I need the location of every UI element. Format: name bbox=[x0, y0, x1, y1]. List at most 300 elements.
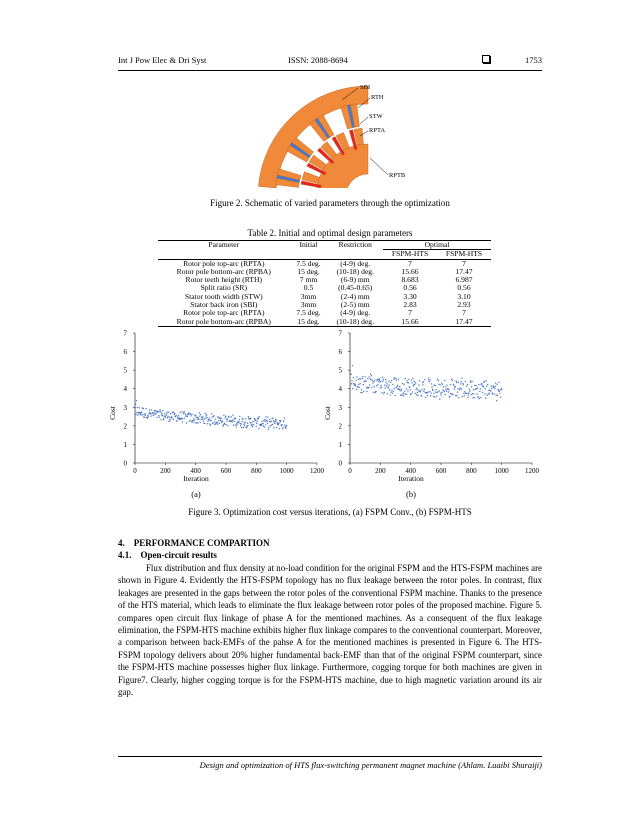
data-point bbox=[435, 385, 436, 386]
data-point bbox=[248, 416, 249, 417]
data-point bbox=[184, 411, 185, 412]
data-point bbox=[235, 424, 236, 425]
data-point bbox=[486, 386, 487, 387]
data-point bbox=[352, 388, 353, 389]
data-point bbox=[444, 380, 445, 381]
data-point bbox=[154, 410, 155, 411]
data-point bbox=[150, 413, 151, 414]
data-point bbox=[380, 381, 381, 382]
data-point bbox=[448, 389, 449, 390]
data-point bbox=[392, 392, 393, 393]
data-point bbox=[241, 427, 242, 428]
table-cell: 8.683 bbox=[401, 275, 419, 285]
data-point bbox=[358, 384, 359, 385]
data-point bbox=[430, 379, 431, 380]
y-tick-label: 1 bbox=[338, 440, 342, 449]
data-point bbox=[202, 416, 203, 417]
data-point bbox=[421, 389, 422, 390]
table-cell: Stator back iron (SBI) bbox=[190, 300, 258, 310]
data-point bbox=[405, 378, 406, 379]
data-point bbox=[389, 394, 390, 395]
data-point bbox=[265, 416, 266, 417]
data-point bbox=[141, 412, 142, 413]
data-point bbox=[222, 425, 223, 426]
data-point bbox=[439, 399, 440, 400]
data-point bbox=[467, 384, 468, 385]
data-point bbox=[455, 386, 456, 387]
data-point bbox=[453, 385, 454, 386]
y-tick-label: 0 bbox=[338, 459, 342, 468]
data-point bbox=[349, 385, 350, 386]
data-point bbox=[355, 385, 356, 386]
y-tick-label: 2 bbox=[338, 422, 342, 431]
data-point bbox=[415, 382, 416, 383]
data-point bbox=[375, 391, 376, 392]
data-point bbox=[196, 423, 197, 424]
data-point bbox=[284, 424, 285, 425]
data-point bbox=[135, 414, 136, 415]
data-point bbox=[203, 420, 204, 421]
data-point bbox=[250, 423, 251, 424]
data-point bbox=[387, 393, 388, 394]
data-point bbox=[400, 394, 401, 395]
data-point bbox=[391, 390, 392, 391]
data-point bbox=[265, 421, 266, 422]
data-point bbox=[280, 420, 281, 421]
data-point bbox=[199, 415, 200, 416]
data-point bbox=[169, 420, 170, 421]
data-point bbox=[193, 418, 194, 419]
data-point bbox=[178, 415, 179, 416]
data-point bbox=[479, 391, 480, 392]
data-point bbox=[489, 392, 490, 393]
data-point bbox=[384, 384, 385, 385]
data-point bbox=[200, 414, 201, 415]
data-point bbox=[150, 415, 151, 416]
data-point bbox=[425, 397, 426, 398]
data-point bbox=[491, 385, 492, 386]
data-point bbox=[280, 421, 281, 422]
data-point bbox=[454, 388, 455, 389]
data-point bbox=[389, 384, 390, 385]
rotor-pole bbox=[321, 142, 337, 159]
data-point bbox=[415, 393, 416, 394]
table2-title: Table 2. Initial and optimal design parameters bbox=[247, 228, 413, 238]
data-point bbox=[473, 389, 474, 390]
data-point bbox=[163, 418, 164, 419]
data-point bbox=[458, 382, 459, 383]
data-point bbox=[361, 392, 362, 393]
data-point bbox=[160, 419, 161, 420]
data-point bbox=[160, 411, 161, 412]
data-point bbox=[371, 387, 372, 388]
data-point bbox=[464, 395, 465, 396]
data-point bbox=[362, 376, 363, 377]
data-point bbox=[279, 428, 280, 429]
data-point bbox=[385, 381, 386, 382]
data-point bbox=[173, 419, 174, 420]
data-point bbox=[174, 413, 175, 414]
data-point bbox=[165, 417, 166, 418]
data-point bbox=[183, 413, 184, 414]
data-point bbox=[198, 417, 199, 418]
data-point bbox=[369, 376, 370, 377]
x-tick-label: 1000 bbox=[279, 467, 294, 475]
data-point bbox=[245, 421, 246, 422]
data-point bbox=[192, 421, 193, 422]
data-point bbox=[466, 385, 467, 386]
data-point bbox=[499, 393, 500, 394]
table-cell: 0.56 bbox=[457, 283, 471, 293]
body-paragraph: Flux distribution and flux density at no-load condition for the original FSPM and the HTS-FSPM machines are shown in Figure 4. Evidently the HTS-FSPM topology has no flux leakage between the rotor poles. In contrast, flux leakages are presented in the gaps between the rotor poles of the conventional FSPM machine. Thanks to the presence of the HTS material, which leads to eliminate the flux leakage between rotor poles of the proposed machine. Figure 5. compares open circuit flux linkage of phase A for the mentioned machines. As a consequent of the flux leakage elimination, the FSPM-HTS machine exhibits higher flux linkage compares to the conventional counterpart. Moreover, a comparison between back-EMFs of the pahse A for the mentioned machines is presented in Figure 6. The HTS-FSPM topology delivers about 20% higher fundamental back-EMF than that of the original FSPM counterpart, since the FSPM-HTS machine possesses higher flux linkage. Furthermore, cogging torque for both machines are given in Figure7. Clearly, higher cogging torque is for the FSPM-HTS machine, due to high magnetic variation around its air gap. bbox=[118, 563, 542, 698]
data-point bbox=[239, 416, 240, 417]
table-cell: Rotor pole bottom-arc (RPBA) bbox=[158, 318, 290, 327]
data-point bbox=[270, 421, 271, 422]
y-tick-label: 4 bbox=[123, 385, 127, 394]
data-point bbox=[485, 397, 486, 398]
data-point bbox=[161, 413, 162, 414]
data-point bbox=[374, 386, 375, 387]
data-point bbox=[398, 387, 399, 388]
data-point bbox=[282, 426, 283, 427]
data-point bbox=[438, 380, 439, 381]
y-tick-label: 5 bbox=[123, 366, 127, 375]
data-point bbox=[215, 423, 216, 424]
data-point bbox=[276, 427, 277, 428]
data-point bbox=[158, 415, 159, 416]
footer-rule bbox=[118, 756, 542, 757]
data-point bbox=[168, 412, 169, 413]
page-number: 1753 bbox=[525, 55, 542, 65]
data-point bbox=[478, 396, 479, 397]
data-point bbox=[195, 416, 196, 417]
data-point bbox=[218, 420, 219, 421]
table-cell: (2-5) mm bbox=[340, 300, 370, 310]
data-point bbox=[135, 404, 136, 405]
data-point bbox=[461, 378, 462, 379]
table-cell: 7 bbox=[408, 308, 412, 318]
data-point bbox=[169, 419, 170, 420]
data-point bbox=[435, 391, 436, 392]
data-point bbox=[424, 389, 425, 390]
data-point bbox=[230, 416, 231, 417]
data-point bbox=[490, 390, 491, 391]
table-cell: Rotor teeth height (RTH) bbox=[185, 275, 263, 285]
table-cell: Rotor pole top-arc (RPTA) bbox=[183, 308, 265, 318]
y-tick-label: 1 bbox=[123, 440, 127, 449]
data-point bbox=[147, 415, 148, 416]
x-tick-label: 200 bbox=[160, 467, 171, 475]
data-point bbox=[431, 386, 432, 387]
data-point bbox=[393, 379, 394, 380]
data-point bbox=[390, 391, 391, 392]
data-point bbox=[191, 414, 192, 415]
data-point bbox=[182, 421, 183, 422]
data-point bbox=[149, 409, 150, 410]
data-point bbox=[494, 393, 495, 394]
data-point bbox=[427, 391, 428, 392]
data-point bbox=[281, 424, 282, 425]
data-point bbox=[370, 379, 371, 380]
data-point bbox=[252, 426, 253, 427]
data-point bbox=[278, 424, 279, 425]
data-point bbox=[273, 420, 274, 421]
data-point bbox=[247, 423, 248, 424]
data-point bbox=[182, 418, 183, 419]
data-point bbox=[246, 426, 247, 427]
data-point bbox=[179, 419, 180, 420]
data-point bbox=[162, 410, 163, 411]
data-point bbox=[430, 392, 431, 393]
data-point bbox=[247, 425, 248, 426]
data-point bbox=[173, 412, 174, 413]
data-point bbox=[355, 380, 356, 381]
data-point bbox=[440, 384, 441, 385]
data-point bbox=[255, 420, 256, 421]
data-point bbox=[351, 380, 352, 381]
data-point bbox=[463, 384, 464, 385]
y-tick-label: 2 bbox=[123, 422, 127, 431]
data-point bbox=[371, 375, 372, 376]
col-fspm-hts-1: FSPM-HTS bbox=[391, 249, 429, 259]
data-point bbox=[143, 408, 144, 409]
data-point bbox=[388, 380, 389, 381]
data-point bbox=[225, 424, 226, 425]
data-point bbox=[199, 412, 200, 413]
data-point bbox=[386, 385, 387, 386]
data-point bbox=[455, 381, 456, 382]
data-point bbox=[222, 420, 223, 421]
data-point bbox=[379, 387, 380, 388]
data-point bbox=[397, 389, 398, 390]
journal-name: Int J Pow Elec & Dri Syst bbox=[118, 55, 207, 65]
data-point bbox=[356, 376, 357, 377]
table-cell: 0.56 bbox=[403, 283, 417, 293]
data-point bbox=[496, 394, 497, 395]
data-point bbox=[162, 415, 163, 416]
subsection-heading: 4.1. Open-circuit results bbox=[118, 550, 217, 560]
data-point bbox=[234, 421, 235, 422]
data-point bbox=[268, 429, 269, 430]
data-point bbox=[420, 390, 421, 391]
data-point bbox=[410, 389, 411, 390]
data-point bbox=[251, 422, 252, 423]
data-point bbox=[217, 423, 218, 424]
data-point bbox=[398, 378, 399, 379]
data-point bbox=[255, 426, 256, 427]
data-point bbox=[350, 374, 351, 375]
data-point bbox=[176, 420, 177, 421]
data-point bbox=[363, 384, 364, 385]
data-point bbox=[233, 418, 234, 419]
data-point bbox=[358, 379, 359, 380]
data-point bbox=[462, 396, 463, 397]
data-points bbox=[349, 365, 502, 401]
data-point bbox=[212, 423, 213, 424]
data-points bbox=[134, 400, 287, 430]
data-point bbox=[439, 390, 440, 391]
data-point bbox=[204, 423, 205, 424]
data-point bbox=[478, 384, 479, 385]
data-point bbox=[211, 413, 212, 414]
table-cell: 2.83 bbox=[403, 300, 417, 310]
data-point bbox=[444, 391, 445, 392]
data-point bbox=[267, 423, 268, 424]
data-point bbox=[151, 409, 152, 410]
y-tick-label: 3 bbox=[123, 403, 127, 412]
subfigure-label: (b) bbox=[406, 489, 416, 499]
label-stw: STW bbox=[369, 113, 383, 120]
x-tick-label: 1200 bbox=[310, 467, 324, 475]
data-point bbox=[190, 420, 191, 421]
y-tick-label: 3 bbox=[338, 403, 342, 412]
data-point bbox=[206, 417, 207, 418]
data-point bbox=[167, 417, 168, 418]
figure2-schematic bbox=[250, 78, 440, 188]
data-point bbox=[268, 427, 269, 428]
data-point bbox=[194, 420, 195, 421]
data-point bbox=[381, 386, 382, 387]
data-point bbox=[264, 419, 265, 420]
data-point bbox=[460, 381, 461, 382]
data-point bbox=[390, 382, 391, 383]
data-point bbox=[495, 386, 496, 387]
data-point bbox=[200, 419, 201, 420]
data-point bbox=[359, 383, 360, 384]
data-point bbox=[408, 379, 409, 380]
data-point bbox=[406, 380, 407, 381]
data-point bbox=[441, 392, 442, 393]
data-point bbox=[263, 420, 264, 421]
data-point bbox=[468, 392, 469, 393]
x-tick-label: 0 bbox=[348, 467, 352, 475]
data-point bbox=[207, 423, 208, 424]
data-point bbox=[458, 397, 459, 398]
data-point bbox=[395, 378, 396, 379]
table-cell: (0.45-0.65) bbox=[338, 283, 373, 293]
data-point bbox=[188, 414, 189, 415]
col-restriction: Restriction bbox=[327, 241, 383, 250]
data-point bbox=[145, 413, 146, 414]
data-point bbox=[139, 412, 140, 413]
data-point bbox=[457, 388, 458, 389]
data-point bbox=[481, 383, 482, 384]
data-point bbox=[393, 391, 394, 392]
data-point bbox=[419, 380, 420, 381]
data-point bbox=[382, 381, 383, 382]
table-cell: 2.93 bbox=[457, 300, 471, 310]
data-point bbox=[457, 391, 458, 392]
data-point bbox=[421, 395, 422, 396]
data-point bbox=[401, 390, 402, 391]
data-point bbox=[256, 421, 257, 422]
data-point bbox=[267, 416, 268, 417]
data-point bbox=[481, 385, 482, 386]
data-point bbox=[227, 418, 228, 419]
data-point bbox=[480, 388, 481, 389]
data-point bbox=[354, 384, 355, 385]
data-point bbox=[169, 416, 170, 417]
col-parameter: Parameter bbox=[158, 241, 290, 250]
data-point bbox=[205, 417, 206, 418]
data-point bbox=[383, 393, 384, 394]
data-point bbox=[209, 417, 210, 418]
data-point bbox=[175, 416, 176, 417]
subfigure-label: (a) bbox=[191, 489, 201, 499]
data-point bbox=[484, 380, 485, 381]
data-point bbox=[403, 395, 404, 396]
data-point bbox=[219, 423, 220, 424]
data-point bbox=[479, 398, 480, 399]
data-point bbox=[243, 424, 244, 425]
data-point bbox=[495, 383, 496, 384]
data-point bbox=[223, 424, 224, 425]
data-point bbox=[155, 412, 156, 413]
table-cell: (10-18) deg. bbox=[336, 266, 375, 276]
data-point bbox=[424, 379, 425, 380]
data-point bbox=[250, 418, 251, 419]
data-point bbox=[470, 382, 471, 383]
data-point bbox=[384, 392, 385, 393]
data-point bbox=[386, 383, 387, 384]
data-point bbox=[491, 392, 492, 393]
data-point bbox=[139, 407, 140, 408]
data-point bbox=[137, 407, 138, 408]
data-point bbox=[471, 386, 472, 387]
data-point bbox=[487, 384, 488, 385]
data-point bbox=[285, 428, 286, 429]
data-point bbox=[195, 415, 196, 416]
data-point bbox=[231, 421, 232, 422]
data-point bbox=[220, 417, 221, 418]
data-point bbox=[357, 386, 358, 387]
data-point bbox=[352, 365, 353, 366]
data-point bbox=[206, 414, 207, 415]
data-point bbox=[263, 425, 264, 426]
table-cell: 7 mm bbox=[299, 275, 318, 285]
data-point bbox=[437, 391, 438, 392]
data-point bbox=[181, 411, 182, 412]
data-point bbox=[136, 412, 137, 413]
data-point bbox=[396, 386, 397, 387]
data-point bbox=[469, 390, 470, 391]
data-point bbox=[440, 392, 441, 393]
table-cell: 0.5 bbox=[303, 283, 314, 293]
data-point bbox=[207, 420, 208, 421]
data-point bbox=[232, 414, 233, 415]
data-point bbox=[190, 413, 191, 414]
data-point bbox=[136, 400, 137, 401]
data-point bbox=[423, 391, 424, 392]
data-point bbox=[373, 392, 374, 393]
data-point bbox=[388, 387, 389, 388]
data-point bbox=[367, 378, 368, 379]
data-point bbox=[408, 382, 409, 383]
data-point bbox=[441, 382, 442, 383]
data-point bbox=[372, 380, 373, 381]
table-cell: 15 deg. bbox=[297, 266, 320, 276]
data-point bbox=[411, 382, 412, 383]
label-rth: RTH bbox=[371, 94, 384, 101]
data-point bbox=[403, 392, 404, 393]
data-point bbox=[148, 413, 149, 414]
data-point bbox=[415, 389, 416, 390]
data-point bbox=[144, 415, 145, 416]
figure3-caption: Figure 3. Optimization cost versus iterations, (a) FSPM Conv., (b) FSPM-HTS bbox=[188, 507, 472, 517]
data-point bbox=[483, 382, 484, 383]
data-point bbox=[383, 379, 384, 380]
label-rptb: RPTB bbox=[389, 172, 406, 179]
